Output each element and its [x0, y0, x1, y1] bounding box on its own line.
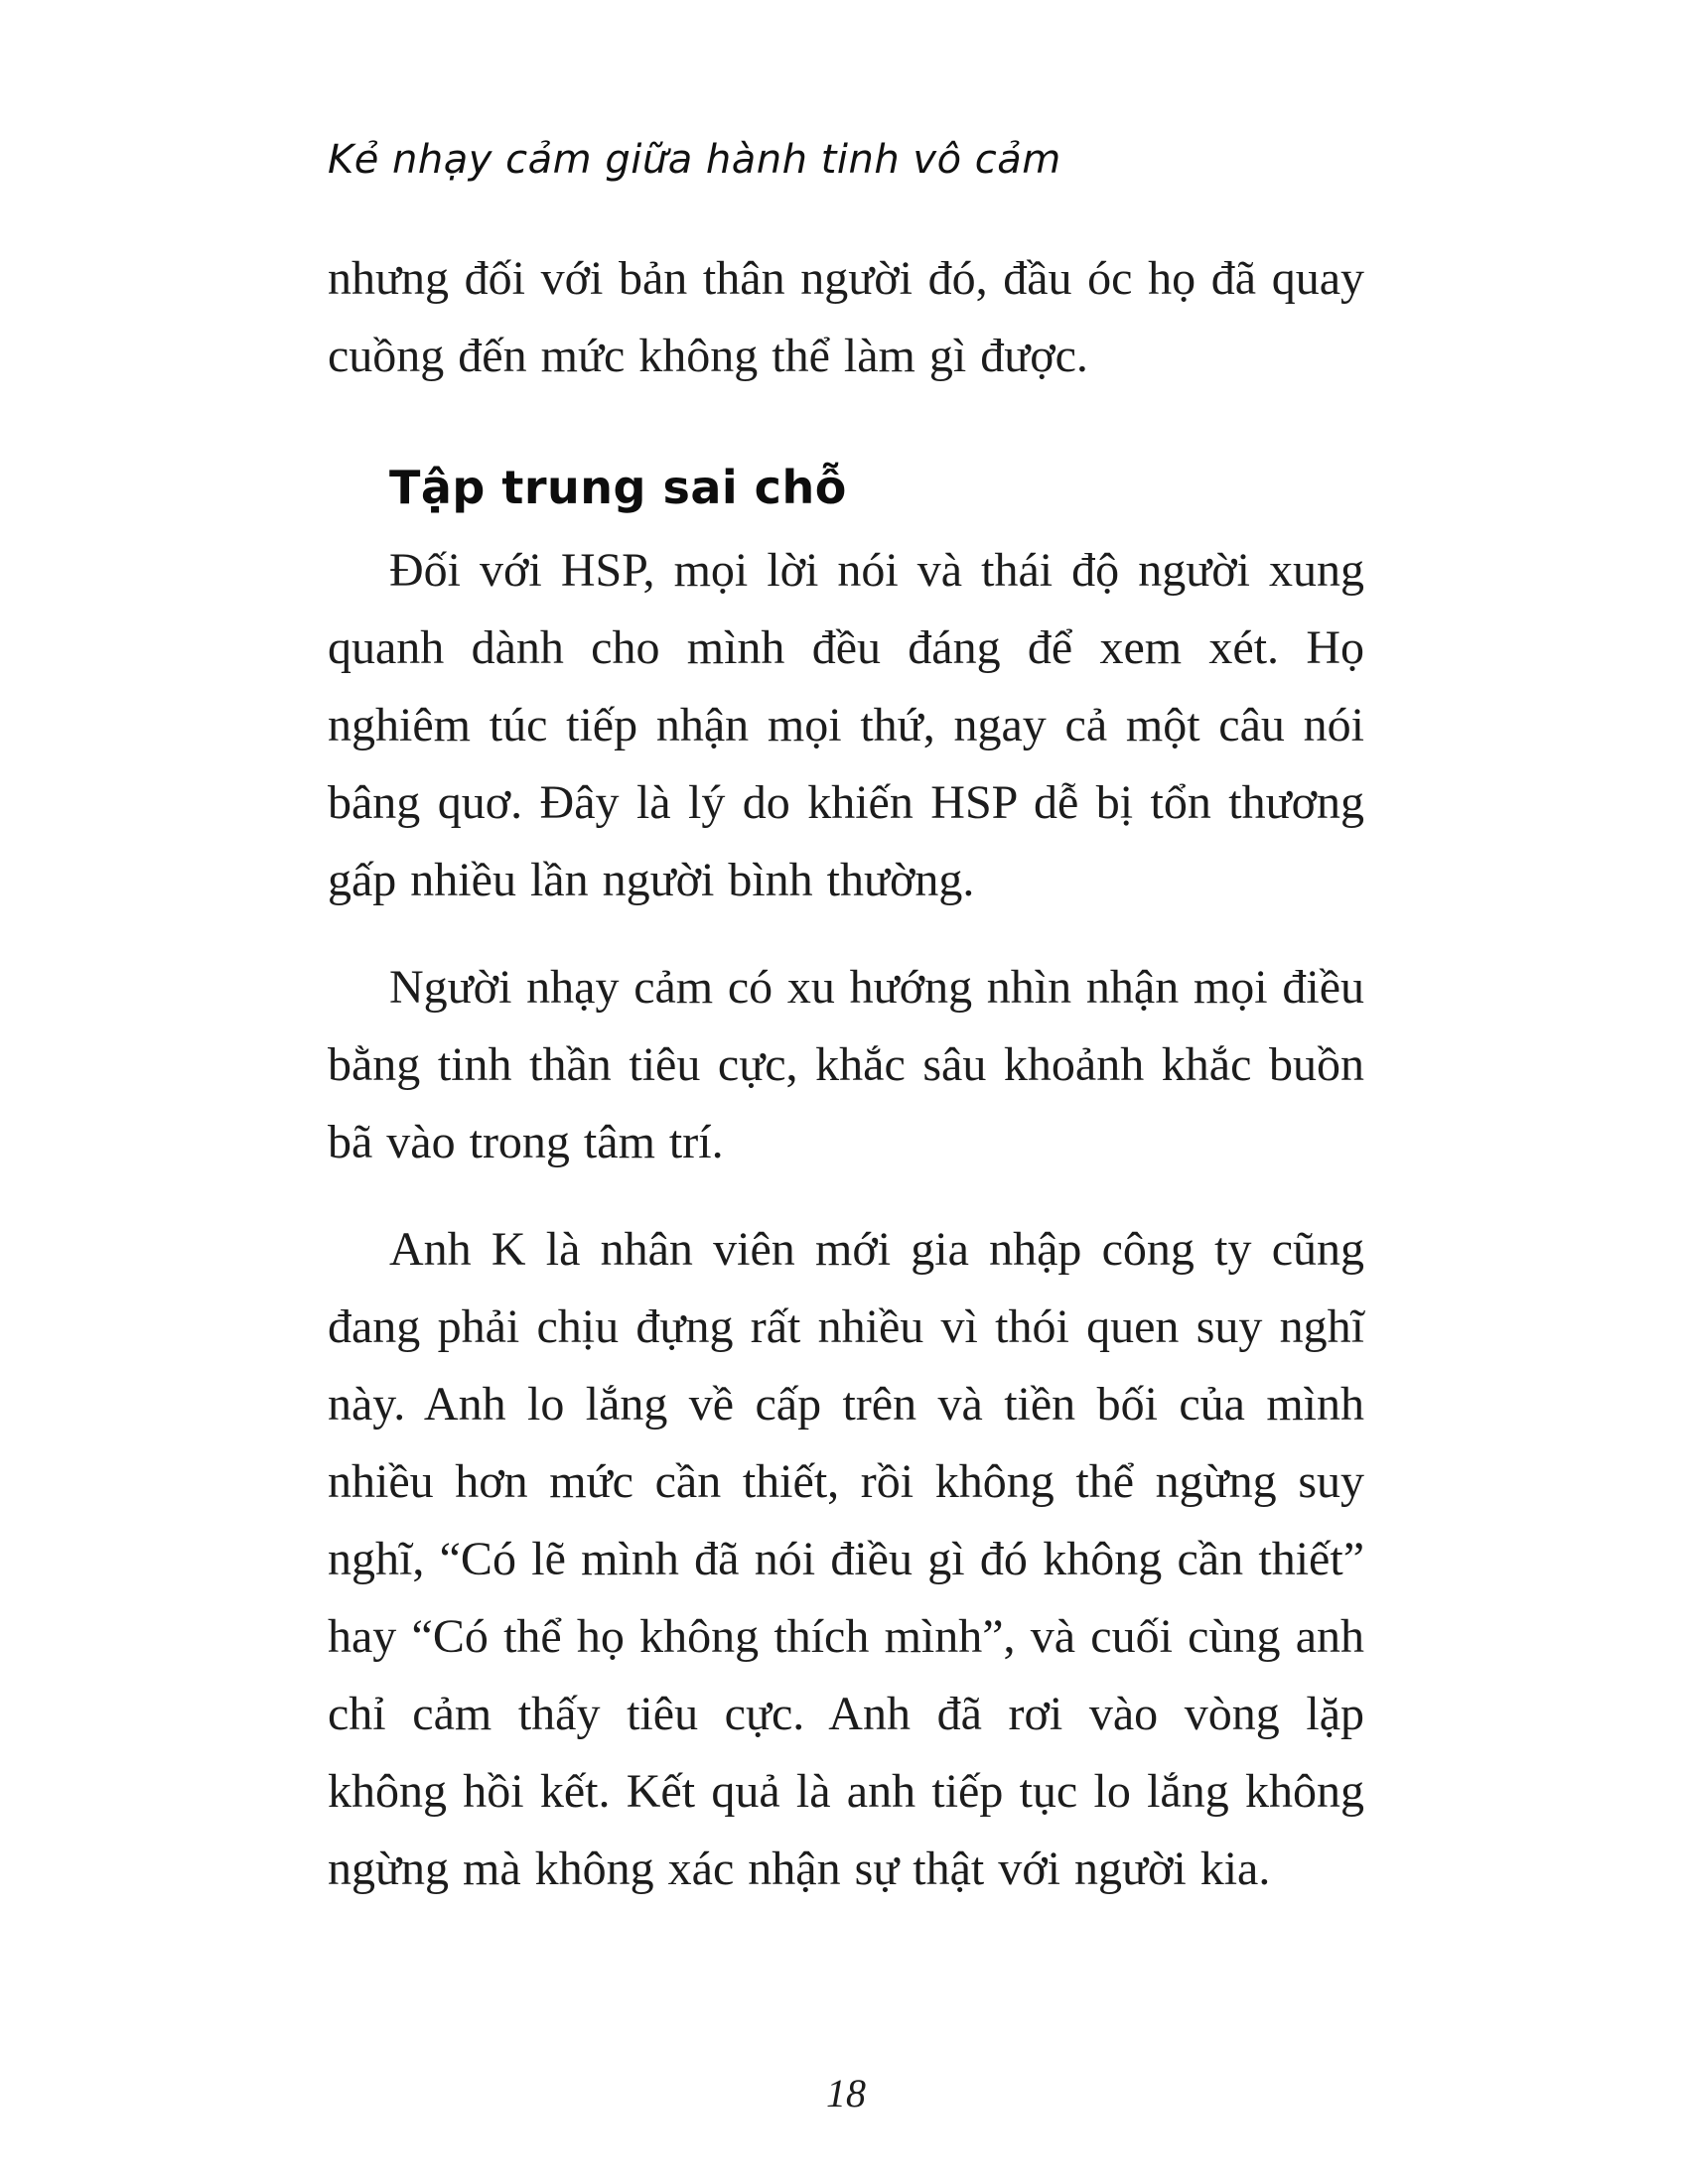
running-header: Kẻ nhạy cảm giữa hành tinh vô cảm	[328, 137, 1061, 183]
paragraph: Người nhạy cảm có xu hướng nhìn nhận mọi điều bằng tinh thần tiêu cực, khắc sâu khoảnh khắc buồn bã vào trong tâm trí.	[328, 961, 1364, 1168]
paragraph-continuation: nhưng đối với bản thân người đó, đầu óc họ đã quay cuồng đến mức không thể làm gì được.	[328, 252, 1364, 382]
section-heading: Tập trung sai chỗ	[389, 461, 847, 514]
page-number: 18	[826, 2071, 866, 2116]
paragraph: Đối với HSP, mọi lời nói và thái độ người xung quanh dành cho mình đều đáng để xem xét. Họ nghiêm túc tiếp nhận mọi thứ, ngay cả một câu nói bâng quơ. Đây là lý do khiến HSP dễ bị tổn thương gấp nhiều lần người bình thường.	[328, 544, 1364, 906]
page-content	[328, 240, 1364, 1938]
paragraph: Anh K là nhân viên mới gia nhập công ty cũng đang phải chịu đựng rất nhiều vì thói quen suy nghĩ này. Anh lo lắng về cấp trên và tiền bối của mình nhiều hơn mức cần thiết, rồi không thể ngừng suy nghĩ, “Có lẽ mình đã nói điều gì đó không cần thiết” hay “Có thể họ không thích mình”, và cuối cùng anh chỉ cảm thấy tiêu cực. Anh đã rơi vào vòng lặp không hồi kết. Kết quả là anh tiếp tục lo lắng không ngừng mà không xác nhận sự thật với người kia.	[328, 1223, 1364, 1895]
